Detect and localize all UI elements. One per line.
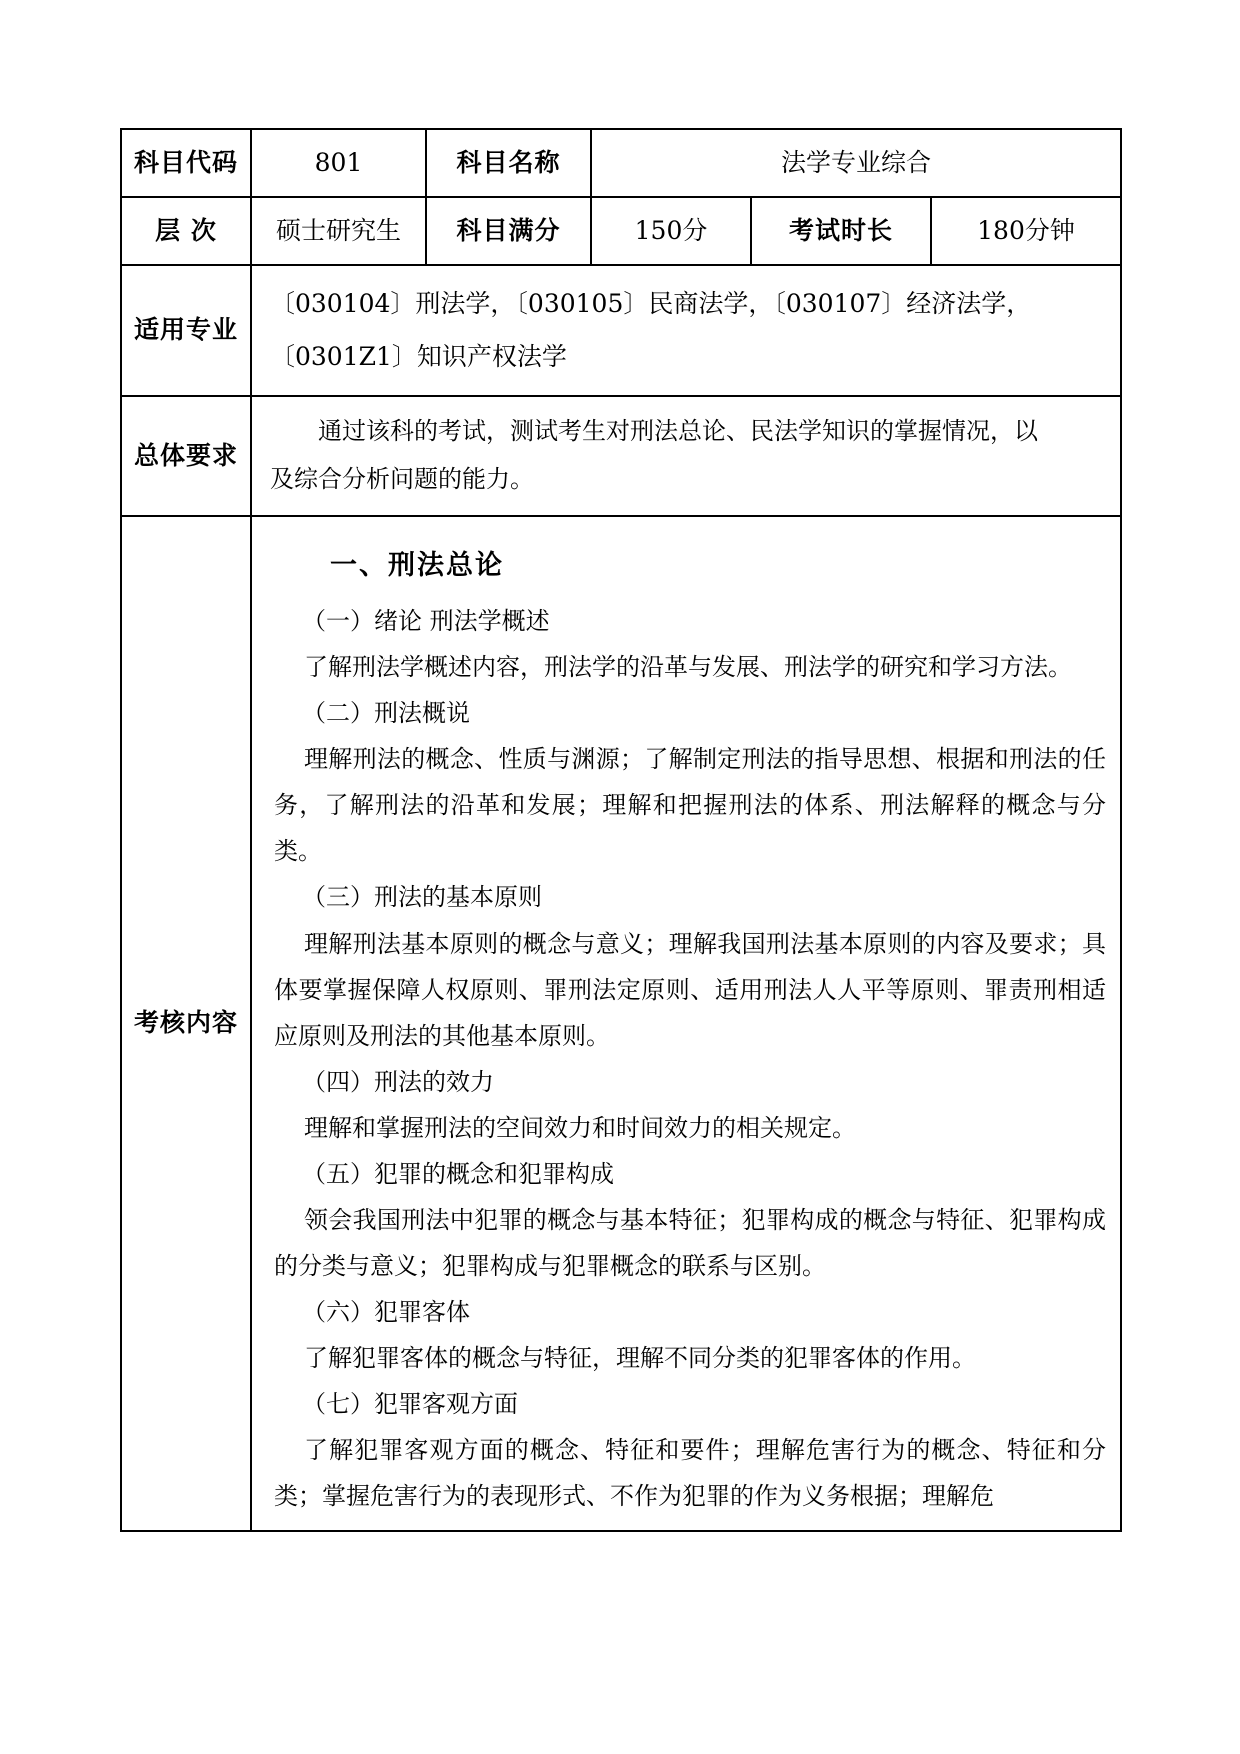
- subject-name-label: 科目名称: [426, 129, 591, 197]
- subject-code-value: 801: [251, 129, 426, 197]
- content-label: 考核内容: [121, 516, 251, 1531]
- level-label: 层 次: [121, 197, 251, 265]
- content-heading-7: （七）犯罪客观方面: [302, 1390, 518, 1419]
- content-paragraph-5: 领会我国刑法中犯罪的概念与基本特征；犯罪构成的概念与特征、犯罪构成的分类与意义；犯罪构成与犯罪概念的联系与区别。: [274, 1206, 1106, 1281]
- content-paragraph-2: 理解刑法的概念、性质与渊源；了解制定刑法的指导思想、根据和刑法的任务，了解刑法的沿革和发展；理解和把握刑法的体系、刑法解释的概念与分类。: [274, 745, 1106, 866]
- content-body: [251, 516, 1121, 1531]
- content-heading-3: （三）刑法的基本原则: [302, 883, 542, 912]
- content-paragraph-7: 了解犯罪客观方面的概念、特征和要件；理解危害行为的概念、特征和分类；掌握危害行为的表现形式、不作为犯罪的作为义务根据；理解危: [274, 1436, 1106, 1511]
- exam-syllabus-table: [120, 128, 1122, 1532]
- content-heading-1: （一）绪论 刑法学概述: [302, 607, 550, 635]
- content-paragraph-6: 了解犯罪客体的概念与特征，理解不同分类的犯罪客体的作用。: [304, 1344, 976, 1373]
- duration-value: 180分钟: [931, 197, 1121, 265]
- overall-line-2: 及综合分析问题的能力。: [270, 465, 534, 493]
- level-value: 硕士研究生: [251, 197, 426, 265]
- subject-name-value: 法学专业综合: [591, 129, 1121, 197]
- subject-code-label: 科目代码: [121, 129, 251, 197]
- duration-label: 考试时长: [751, 197, 931, 265]
- content-heading-4: （四）刑法的效力: [302, 1067, 494, 1096]
- content-paragraph-4: 理解和掌握刑法的空间效力和时间效力的相关规定。: [304, 1113, 856, 1142]
- table-row-overall: [121, 396, 1121, 516]
- full-score-value: 150分: [591, 197, 751, 265]
- table-row-level: [121, 197, 1121, 265]
- content-paragraph-1: 了解刑法学概述内容，刑法学的沿革与发展、刑法学的研究和学习方法。: [304, 653, 1072, 682]
- majors-label: 适用专业: [121, 265, 251, 396]
- overall-label: 总体要求: [121, 396, 251, 516]
- majors-line-1: 〔030104〕刑法学，〔030105〕民商法学，〔030107〕经济法学，: [270, 289, 1032, 318]
- table-row-majors: [121, 265, 1121, 396]
- full-score-label: 科目满分: [426, 197, 591, 265]
- content-paragraph-3: 理解刑法基本原则的概念与意义；理解我国刑法基本原则的内容及要求；具体要掌握保障人权原则、罪刑法定原则、适用刑法人人平等原则、罪责刑相适应原则及刑法的其他基本原则。: [274, 929, 1106, 1050]
- majors-value: [251, 265, 1121, 396]
- content-heading-2: （二）刑法概说: [302, 699, 470, 728]
- overall-value: [251, 396, 1121, 516]
- table-row-subject: [121, 129, 1121, 197]
- majors-line-2: 〔0301Z1〕知识产权法学: [270, 341, 567, 371]
- overall-line-1: 通过该科的考试，测试考生对刑法总论、民法学知识的掌握情况，以: [318, 417, 1038, 445]
- content-heading-6: （六）犯罪客体: [302, 1298, 470, 1327]
- content-heading-5: （五）犯罪的概念和犯罪构成: [302, 1159, 614, 1188]
- content-section-title: 一、刑法总论: [330, 550, 504, 581]
- table-row-content: [121, 516, 1121, 1531]
